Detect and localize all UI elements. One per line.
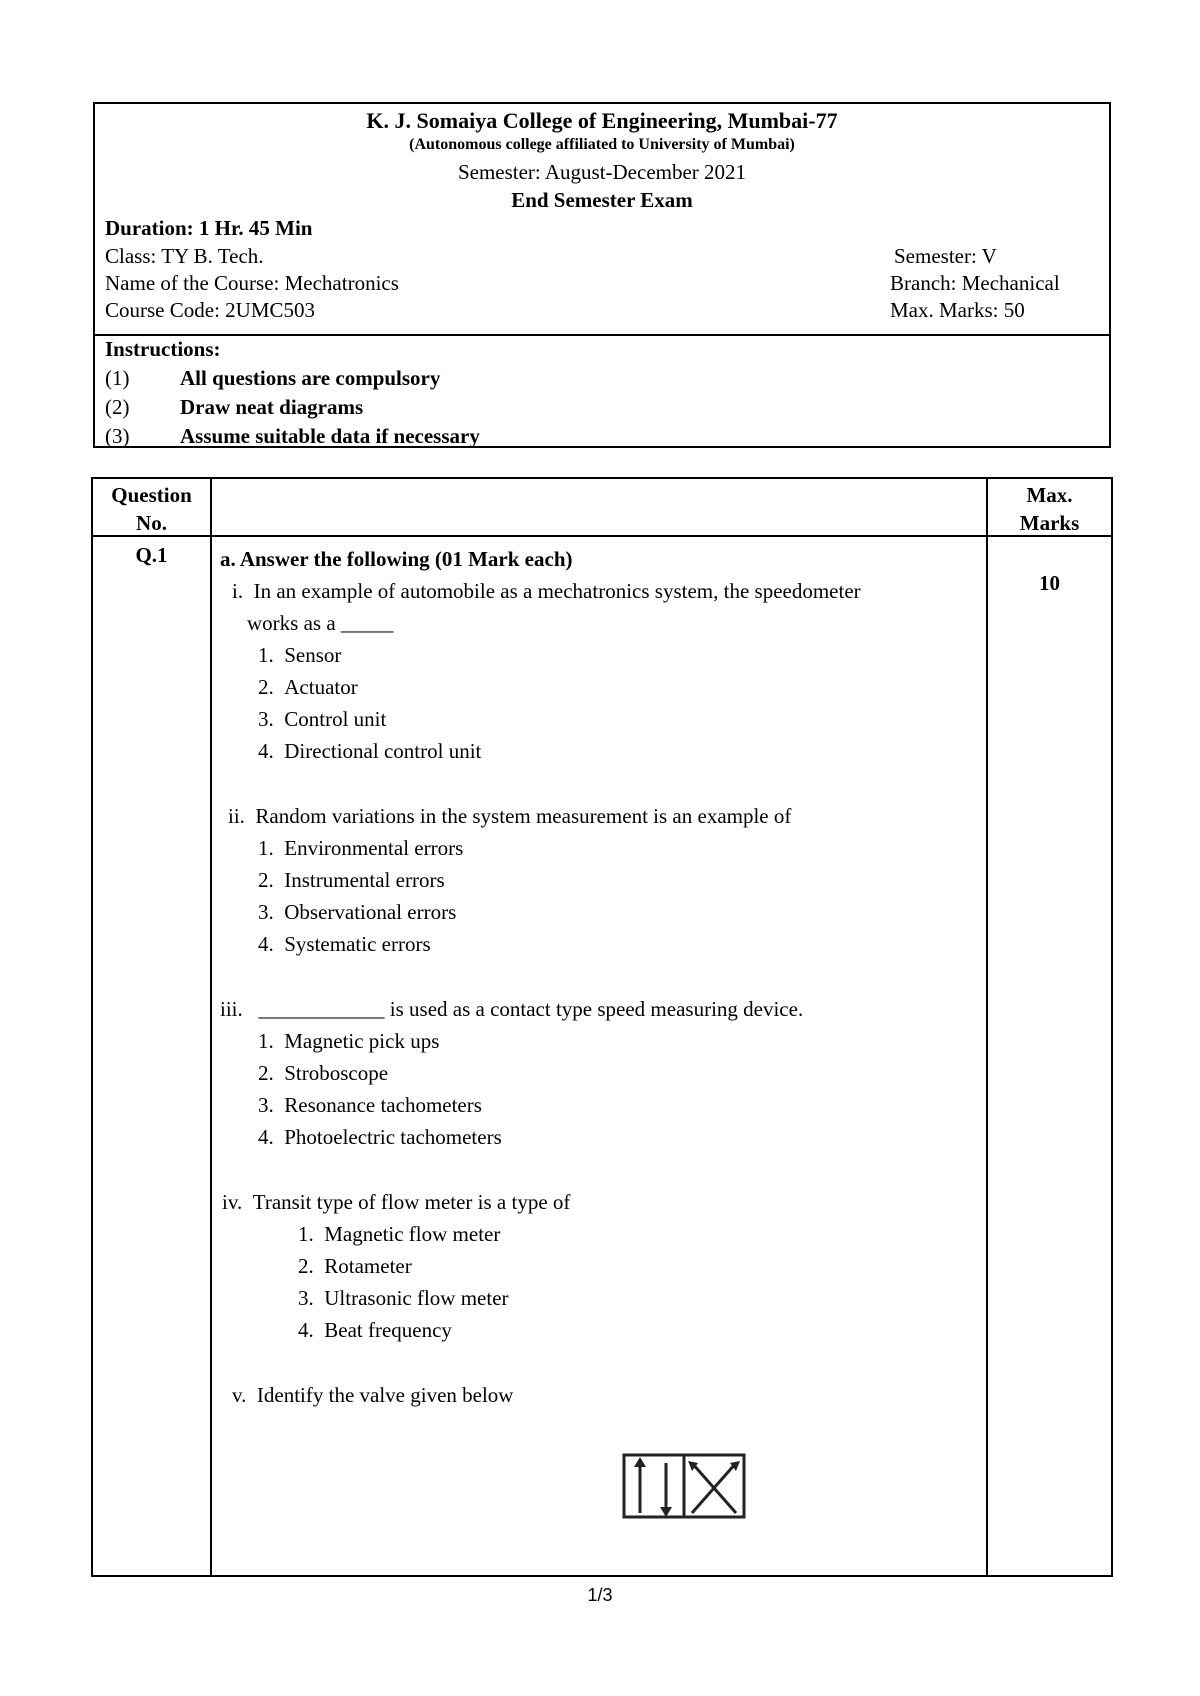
question-marks: 10 bbox=[1039, 571, 1060, 595]
question-numeral: iii. bbox=[220, 997, 243, 1021]
exam-title: End Semester Exam bbox=[511, 188, 693, 212]
exam-header-box bbox=[93, 102, 1111, 448]
option-item: 3. Observational errors bbox=[258, 900, 457, 924]
max-marks-header-line1: Max. bbox=[1026, 483, 1073, 507]
question-table bbox=[91, 477, 1113, 1577]
instruction-item bbox=[105, 424, 480, 449]
question-item-iv bbox=[222, 1190, 570, 1215]
exam-duration: Duration: 1 Hr. 45 Min bbox=[105, 216, 313, 240]
question-text: Transit type of flow meter is a type of bbox=[252, 1190, 571, 1214]
instruction-number: (1) bbox=[105, 366, 130, 390]
option-text: Instrumental errors bbox=[284, 868, 445, 892]
question-number: Q.1 bbox=[135, 543, 168, 567]
question-item-ii bbox=[228, 804, 791, 829]
option-text: Environmental errors bbox=[284, 836, 464, 860]
option-item: 3. Ultrasonic flow meter bbox=[298, 1286, 509, 1310]
option-item: 3. Control unit bbox=[258, 707, 387, 731]
option-item: 4. Directional control unit bbox=[258, 739, 482, 763]
page-number: 1/3 bbox=[587, 1585, 613, 1605]
instruction-number: (2) bbox=[105, 395, 130, 419]
semester-period: Semester: August-December 2021 bbox=[457, 160, 747, 184]
max-marks-label: Max. Marks: 50 bbox=[890, 298, 1025, 322]
option-text: Sensor bbox=[284, 643, 342, 667]
question-text: Identify the valve given below bbox=[256, 1383, 514, 1407]
question-item-i bbox=[232, 579, 861, 604]
option-item: 3. Resonance tachometers bbox=[258, 1093, 482, 1117]
semester-label: Semester: V bbox=[894, 244, 997, 268]
option-item: 1. Environmental errors bbox=[258, 836, 464, 860]
question-no-header-line2: No. bbox=[136, 511, 167, 535]
option-text: Beat frequency bbox=[324, 1318, 452, 1342]
question-item-v bbox=[232, 1383, 513, 1408]
option-text: Actuator bbox=[284, 675, 358, 699]
instruction-text: Assume suitable data if necessary bbox=[180, 424, 480, 448]
column-divider bbox=[210, 479, 212, 1575]
question-numeral: iv. bbox=[222, 1190, 243, 1214]
option-item: 4. Beat frequency bbox=[298, 1318, 452, 1342]
option-item: 1. Magnetic flow meter bbox=[298, 1222, 501, 1246]
question-numeral: v. bbox=[232, 1383, 247, 1407]
question-numeral: ii. bbox=[228, 804, 245, 828]
exam-header-info bbox=[95, 104, 1109, 336]
question-no-header-line1: Question bbox=[111, 483, 192, 507]
instruction-text: Draw neat diagrams bbox=[180, 395, 364, 419]
valve-symbol-icon bbox=[620, 1451, 750, 1523]
option-text: Magnetic flow meter bbox=[324, 1222, 501, 1246]
option-text: Directional control unit bbox=[284, 739, 482, 763]
course-name: Name of the Course: Mechatronics bbox=[105, 271, 399, 295]
option-text: Control unit bbox=[284, 707, 387, 731]
option-text: Stroboscope bbox=[284, 1061, 389, 1085]
option-item: 1. Magnetic pick ups bbox=[258, 1029, 440, 1053]
option-item: 2. Rotameter bbox=[298, 1254, 412, 1278]
question-text: ____________ is used as a contact type speed measuring device. bbox=[258, 997, 804, 1021]
option-item: 1. Sensor bbox=[258, 643, 342, 667]
question-text: In an example of automobile as a mechatronics system, the speedometer bbox=[253, 579, 861, 603]
option-item: 2. Stroboscope bbox=[258, 1061, 389, 1085]
instruction-number: (3) bbox=[105, 424, 130, 448]
option-text: Systematic errors bbox=[284, 932, 431, 956]
option-item: 4. Systematic errors bbox=[258, 932, 431, 956]
branch-label: Branch: Mechanical bbox=[890, 271, 1060, 295]
college-name: K. J. Somaiya College of Engineering, Mumbai-77 bbox=[366, 108, 838, 133]
class-label: Class: TY B. Tech. bbox=[105, 244, 264, 268]
option-text: Resonance tachometers bbox=[284, 1093, 482, 1117]
instruction-text: All questions are compulsory bbox=[180, 366, 441, 390]
question-numeral: i. bbox=[232, 579, 244, 603]
option-text: Observational errors bbox=[284, 900, 457, 924]
option-text: Rotameter bbox=[324, 1254, 412, 1278]
college-affiliation: (Autonomous college affiliated to University of Mumbai) bbox=[409, 136, 795, 153]
question-no-header bbox=[93, 481, 210, 537]
option-text: Magnetic pick ups bbox=[284, 1029, 440, 1053]
course-code: Course Code: 2UMC503 bbox=[105, 298, 315, 322]
option-text: Photoelectric tachometers bbox=[284, 1125, 502, 1149]
question-text-cont: works as a _____ bbox=[247, 611, 394, 635]
part-a-heading: a. Answer the following (01 Mark each) bbox=[220, 547, 573, 571]
instruction-item bbox=[105, 366, 440, 391]
column-divider bbox=[986, 479, 988, 1575]
instructions-title: Instructions: bbox=[105, 337, 221, 361]
max-marks-header bbox=[986, 481, 1113, 537]
max-marks-header-line2: Marks bbox=[1019, 511, 1080, 535]
option-text: Ultrasonic flow meter bbox=[324, 1286, 509, 1310]
header-divider bbox=[93, 535, 1111, 537]
option-item: 4. Photoelectric tachometers bbox=[258, 1125, 502, 1149]
instruction-item bbox=[105, 395, 363, 420]
question-text: Random variations in the system measurement is an example of bbox=[255, 804, 792, 828]
option-item: 2. Actuator bbox=[258, 675, 358, 699]
option-item: 2. Instrumental errors bbox=[258, 868, 445, 892]
question-item-iii bbox=[220, 997, 803, 1022]
